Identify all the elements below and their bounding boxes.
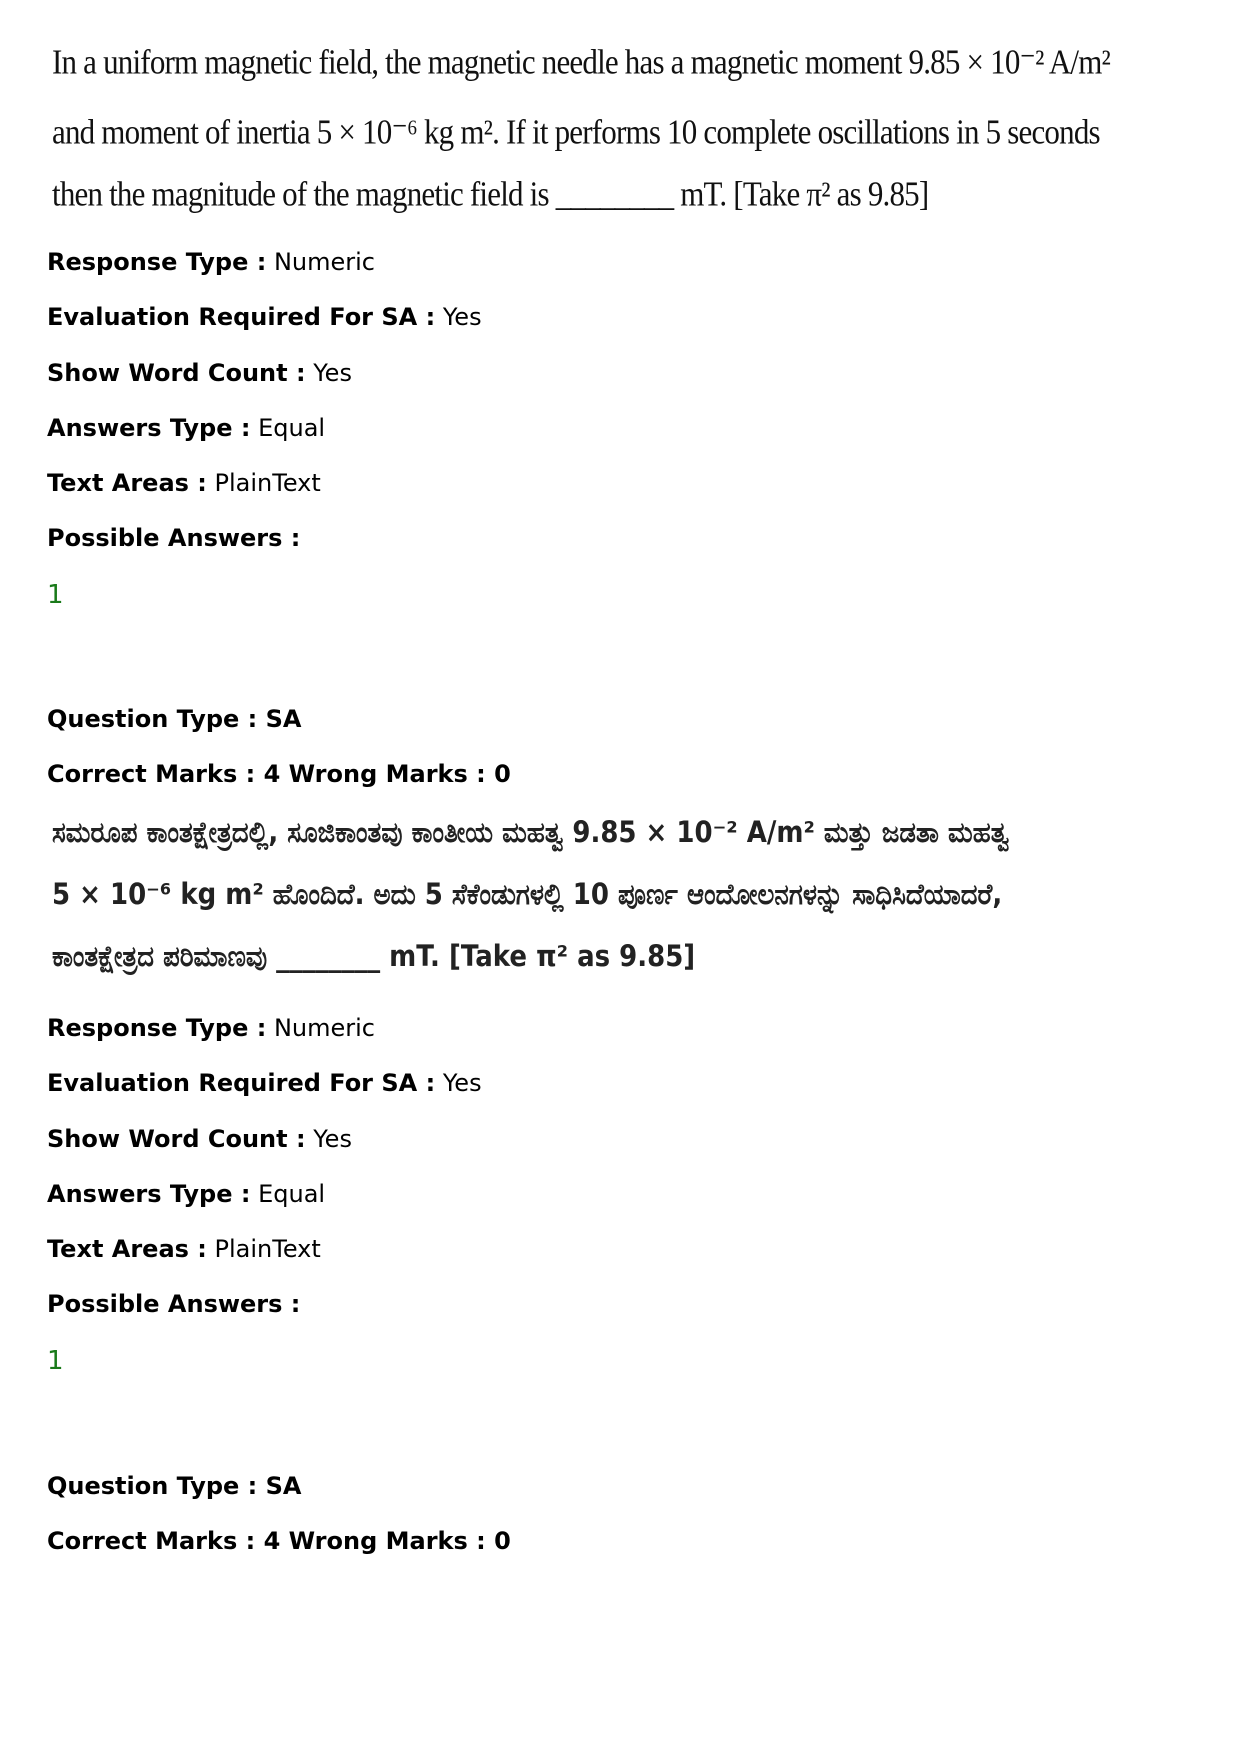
response-type-value: Numeric xyxy=(273,1014,375,1042)
question-2-image xyxy=(52,812,1010,992)
evaluation-value: Yes xyxy=(442,303,482,331)
word-count-value: Yes xyxy=(313,359,352,387)
response-type-row xyxy=(47,247,375,277)
answers-type-row xyxy=(47,1179,325,1209)
text-areas-value: PlainText xyxy=(214,469,321,497)
question-1-line-2: and moment of inertia 5 × 10⁻⁶ kg m². If it performs 10 complete oscillations in 5 seconds xyxy=(52,112,1100,152)
question-2-line-2: 5 × 10⁻⁶ kg m² ಹೊಂದಿದೆ. ಅದು 5 ಸೆಕೆಂಡುಗಳಲ್ಲಿ 10 ಪೂರ್ಣ ಆಂದೋಲನಗಳನ್ನು ಸಾಧಿಸಿದೆಯಾದರೆ, xyxy=(52,878,1003,912)
text-areas-value: PlainText xyxy=(214,1235,321,1263)
answers-type-label: Answers Type : xyxy=(47,1180,251,1208)
text-areas-row xyxy=(47,468,321,498)
evaluation-row xyxy=(47,1068,482,1098)
answers-type-value: Equal xyxy=(258,414,326,442)
possible-answers-row xyxy=(47,523,300,553)
word-count-row xyxy=(47,1124,352,1154)
question-type-heading: Question Type : SA xyxy=(47,705,302,733)
evaluation-row xyxy=(47,302,482,332)
text-areas-row xyxy=(47,1234,321,1264)
answers-type-value: Equal xyxy=(258,1180,326,1208)
question-1-line-3: then the magnitude of the magnetic field is ________ mT. [Take π² as 9.85] xyxy=(52,174,929,214)
word-count-label: Show Word Count : xyxy=(47,1125,306,1153)
question-1-image xyxy=(52,42,1111,222)
answers-type-label: Answers Type : xyxy=(47,414,251,442)
possible-answers-row xyxy=(47,1289,300,1319)
question-1-line-1: In a uniform magnetic field, the magnetic needle has a magnetic moment 9.85 × 10⁻² A/m² xyxy=(52,42,1111,82)
evaluation-label: Evaluation Required For SA : xyxy=(47,303,436,331)
evaluation-value: Yes xyxy=(442,1069,482,1097)
question-2-line-1: ಸಮರೂಪ ಕಾಂತಕ್ಷೇತ್ರದಲ್ಲಿ, ಸೂಜಿಕಾಂತವು ಕಾಂತೀಯ ಮಹತ್ವ 9.85 × 10⁻² A/m² ಮತ್ತು ಜಡತಾ ಮಹತ್ವ xyxy=(52,816,1010,850)
marks-heading: Correct Marks : 4 Wrong Marks : 0 xyxy=(47,1527,511,1555)
possible-answers-label: Possible Answers : xyxy=(47,524,301,552)
response-type-row xyxy=(47,1013,375,1043)
possible-answers-label: Possible Answers : xyxy=(47,1290,301,1318)
response-type-label: Response Type : xyxy=(47,248,267,276)
word-count-row xyxy=(47,358,352,388)
marks-heading: Correct Marks : 4 Wrong Marks : 0 xyxy=(47,760,511,788)
word-count-value: Yes xyxy=(313,1125,352,1153)
text-areas-label: Text Areas : xyxy=(47,1235,207,1263)
text-areas-label: Text Areas : xyxy=(47,469,207,497)
response-type-label: Response Type : xyxy=(47,1014,267,1042)
possible-answer-value: 1 xyxy=(47,580,64,610)
evaluation-label: Evaluation Required For SA : xyxy=(47,1069,436,1097)
possible-answer-value: 1 xyxy=(47,1346,64,1376)
answers-type-row xyxy=(47,413,325,443)
question-type-heading: Question Type : SA xyxy=(47,1472,302,1500)
question-2-line-3: ಕಾಂತಕ್ಷೇತ್ರದ ಪರಿಮಾಣವು ________ mT. [Take π² as 9.85] xyxy=(52,940,696,974)
response-type-value: Numeric xyxy=(273,248,375,276)
word-count-label: Show Word Count : xyxy=(47,359,306,387)
